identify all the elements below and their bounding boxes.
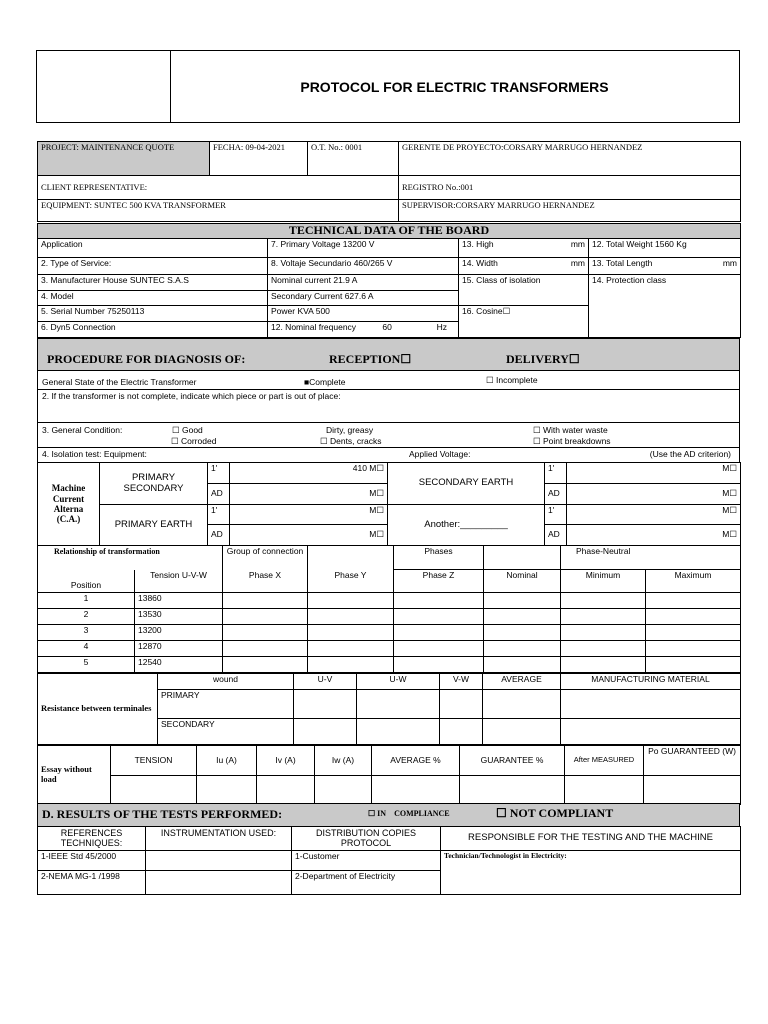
minimum-label: Minimum: [561, 570, 646, 593]
phase-neutral-label: Phase-Neutral: [561, 546, 741, 570]
machine-label: Machine Current Alterna (C.A.): [38, 463, 100, 546]
tap-row: [38, 625, 741, 641]
type-service-field: 2. Type of Service:: [38, 258, 268, 275]
technical-table: [37, 223, 741, 338]
model-field: 4. Model: [38, 291, 268, 306]
tap-phase-z[interactable]: [394, 609, 484, 625]
distribution-label: DISTRIBUTION COPIES PROTOCOL: [292, 827, 441, 851]
r-s-uv[interactable]: [294, 719, 357, 745]
nominal-current-field: Nominal current 21.9 A: [268, 275, 459, 291]
tap-row: [38, 609, 741, 625]
high-field: 13. High mm: [459, 239, 589, 258]
nl-avg[interactable]: [372, 776, 460, 805]
application-field: Application: [38, 239, 268, 258]
pe-1min-value[interactable]: M☐: [230, 505, 388, 525]
reception-checkbox[interactable]: RECEPTION☐: [329, 352, 412, 366]
tap-phase-x[interactable]: [223, 657, 308, 673]
vw-label: V-W: [440, 674, 483, 690]
r-p-uw[interactable]: [357, 690, 440, 719]
primary-earth-label: PRIMARY EARTH: [100, 505, 208, 546]
an-ad-label: AD: [545, 525, 567, 546]
tap-position: 5: [38, 657, 135, 673]
r-p-avg[interactable]: [483, 690, 561, 719]
results-table: [37, 826, 741, 895]
se-1min-value[interactable]: M☐: [567, 463, 741, 484]
resistance-table: [37, 673, 741, 745]
tap-position: 1: [38, 593, 135, 609]
general-state-row: [37, 370, 740, 390]
tap-phase-z[interactable]: [394, 593, 484, 609]
in-compliance-checkbox[interactable]: ☐ IN COMPLIANCE: [368, 809, 450, 818]
uv-label: U-V: [294, 674, 357, 690]
tap-maximum[interactable]: [646, 625, 741, 641]
se-ad-label: AD: [545, 484, 567, 505]
r-p-vw[interactable]: [440, 690, 483, 719]
reference-2: 2-NEMA MG-1 /1998: [38, 871, 146, 895]
tap-phase-x[interactable]: [223, 641, 308, 657]
nl-po[interactable]: [644, 776, 741, 805]
power-field: Power KVA 500: [268, 306, 459, 322]
an-ad-value[interactable]: M☐: [567, 525, 741, 546]
references-label: REFERENCES TECHNIQUES:: [38, 827, 146, 851]
client-field: CLIENT REPRESENTATIVE:: [38, 176, 399, 200]
tap-tension[interactable]: 12870: [135, 641, 223, 657]
water-checkbox[interactable]: ☐ With water waste: [533, 425, 608, 435]
distribution-2: 2-Department of Electricity: [292, 871, 441, 895]
registro-field: REGISTRO No.:001: [399, 176, 741, 200]
resistance-label: Resistance between terminales: [38, 674, 158, 745]
tap-maximum[interactable]: [646, 657, 741, 673]
ps-1min-value[interactable]: 410 M☐: [230, 463, 388, 484]
document-title: PROTOCOL FOR ELECTRIC TRANSFORMERS: [300, 79, 609, 95]
average-label: AVERAGE: [483, 674, 561, 690]
tap-phase-y[interactable]: [308, 625, 394, 641]
r-s-uw[interactable]: [357, 719, 440, 745]
tap-phase-y[interactable]: [308, 609, 394, 625]
responsible-label: RESPONSIBLE FOR THE TESTING AND THE MACHINE: [441, 827, 741, 851]
tap-minimum[interactable]: [561, 609, 646, 625]
tap-nominal[interactable]: [484, 625, 561, 641]
tap-position: 2: [38, 609, 135, 625]
noload-table: [37, 745, 741, 805]
procedure-heading: [37, 338, 740, 371]
nl-tension[interactable]: [111, 776, 197, 805]
an-1min-label: 1': [545, 505, 567, 525]
iw-label: Iw (A): [315, 746, 372, 776]
results-heading: [37, 803, 740, 827]
nl-guarantee[interactable]: [460, 776, 565, 805]
tap-minimum[interactable]: [561, 625, 646, 641]
r-p-uv[interactable]: [294, 690, 357, 719]
tap-tension[interactable]: 13200: [135, 625, 223, 641]
uw-label: U-W: [357, 674, 440, 690]
nominal-label: Nominal: [484, 570, 561, 593]
tap-nominal[interactable]: [484, 657, 561, 673]
nl-iw[interactable]: [315, 776, 372, 805]
secondary-label: SECONDARY: [158, 719, 294, 745]
se-ad-value[interactable]: M☐: [567, 484, 741, 505]
pe-ad-value[interactable]: M☐: [230, 525, 388, 546]
tap-position: 3: [38, 625, 135, 641]
an-1min-value[interactable]: M☐: [567, 505, 741, 525]
ot-field: O.T. No.: 0001: [308, 142, 399, 176]
tap-maximum[interactable]: [646, 593, 741, 609]
tap-phase-y[interactable]: [308, 641, 394, 657]
ps-1min-label: 1': [208, 463, 230, 484]
supervisor-field: SUPERVISOR:CORSARY MARRUGO HERNANDEZ: [399, 200, 741, 222]
isolation-test-row: [37, 447, 740, 463]
tap-phase-x[interactable]: [223, 609, 308, 625]
secondary-current-field: Secondary Current 627.6 A: [268, 291, 459, 306]
general-state-label: General State of the Electric Transformer: [42, 377, 197, 387]
noload-average-label: AVERAGE %: [372, 746, 460, 776]
phase-y-label: Phase Y: [308, 570, 394, 593]
corroded-checkbox[interactable]: ☐ Corroded: [171, 436, 217, 446]
nominal-frequency-field: 12. Nominal frequency 60 Hz: [268, 322, 459, 338]
se-1min-label: 1': [545, 463, 567, 484]
maximum-label: Maximum: [646, 570, 741, 593]
point-checkbox[interactable]: ☐ Point breakdowns: [533, 436, 611, 446]
tap-nominal[interactable]: [484, 641, 561, 657]
manufacturer-field: 3. Manufacturer House SUNTEC S.A.S: [38, 275, 268, 291]
protection-class-field: 14. Protection class: [589, 275, 741, 338]
po-guaranteed-label: Po GUARANTEED (W): [644, 746, 741, 776]
procedure-label: PROCEDURE FOR DIAGNOSIS OF:: [47, 352, 246, 366]
header-table: [37, 141, 741, 222]
equipment-field: EQUIPMENT: SUNTEC 500 KVA TRANSFORMER: [38, 200, 399, 222]
tap-minimum[interactable]: [561, 593, 646, 609]
primary-voltage-field: 7. Primary Voltage 13200 V: [268, 239, 459, 258]
reference-1: 1-IEEE Std 45/2000: [38, 851, 146, 871]
tap-tension[interactable]: 13530: [135, 609, 223, 625]
complete-checkbox[interactable]: ■Complete: [304, 377, 346, 387]
incomplete-checkbox[interactable]: ☐ Incomplete: [486, 375, 538, 385]
insulation-table: [37, 462, 741, 546]
not-compliant-checkbox[interactable]: ☐ NOT COMPLIANT: [496, 806, 614, 820]
tap-row: [38, 641, 741, 657]
tap-nominal[interactable]: [484, 609, 561, 625]
ps-ad-label: AD: [208, 484, 230, 505]
general-condition-row: [37, 422, 740, 448]
secondary-earth-label: SECONDARY EARTH: [388, 463, 545, 505]
tap-nominal[interactable]: [484, 593, 561, 609]
technician-label: Technician/Technologist in Electricity:: [441, 851, 741, 895]
position-label: Position: [38, 570, 135, 593]
wound-label: wound: [158, 674, 294, 690]
logo-area: [37, 51, 171, 122]
tap-position: 4: [38, 641, 135, 657]
secondary-voltage-field: 8. Voltaje Secundario 460/265 V: [268, 258, 459, 275]
instrument-1[interactable]: [146, 851, 292, 871]
primary-label: PRIMARY: [158, 690, 294, 719]
connection-field: 6. Dyn5 Connection: [38, 322, 268, 338]
tap-phase-x[interactable]: [223, 625, 308, 641]
r-s-material[interactable]: [561, 719, 741, 745]
total-weight-field: 12. Total Weight 1560 Kg: [589, 239, 741, 258]
tap-phase-y[interactable]: [308, 593, 394, 609]
incomplete-note: 2. If the transformer is not complete, indicate which piece or part is out of place:: [42, 391, 341, 401]
another-label[interactable]: Another:_________: [388, 505, 545, 546]
tension-label: Tension U-V-W: [135, 570, 223, 593]
pe-1min-label: 1': [208, 505, 230, 525]
nl-iv[interactable]: [257, 776, 315, 805]
applied-voltage-label: Applied Voltage:: [409, 449, 471, 459]
results-label: D. RESULTS OF THE TESTS PERFORMED:: [42, 807, 283, 821]
serial-field: 5. Serial Number 75250113: [38, 306, 268, 322]
tap-minimum[interactable]: [561, 641, 646, 657]
r-s-avg[interactable]: [483, 719, 561, 745]
good-checkbox[interactable]: ☐ Good: [172, 425, 203, 435]
tap-tension[interactable]: 13860: [135, 593, 223, 609]
tap-maximum[interactable]: [646, 641, 741, 657]
relationship-label: Relationship of transformation: [38, 546, 223, 570]
iv-label: Iv (A): [257, 746, 315, 776]
tap-phase-z[interactable]: [394, 625, 484, 641]
tap-tension[interactable]: 12540: [135, 657, 223, 673]
material-label: MANUFACTURING MATERIAL: [561, 674, 741, 690]
after-measured-label: After MEASURED: [565, 746, 644, 776]
fecha-field: FECHA: 09-04-2021: [210, 142, 308, 176]
guarantee-label: GUARANTEE %: [460, 746, 565, 776]
gerente-field: GERENTE DE PROYECTO:CORSARY MARRUGO HERNANDEZ: [399, 142, 741, 176]
group-connection-label: Group of connection: [223, 546, 308, 570]
general-condition-label: 3. General Condition:: [42, 425, 123, 435]
ps-ad-value[interactable]: M☐: [230, 484, 388, 505]
group-connection-value[interactable]: [308, 546, 394, 570]
tap-phase-x[interactable]: [223, 593, 308, 609]
transformation-table: [37, 545, 741, 673]
dents-checkbox[interactable]: ☐ Dents, cracks: [320, 436, 382, 446]
class-isolation-field: 15. Class of isolation: [459, 275, 589, 306]
tap-row: [38, 593, 741, 609]
tap-phase-z[interactable]: [394, 657, 484, 673]
title-block: [36, 50, 740, 123]
tap-minimum[interactable]: [561, 657, 646, 673]
nl-iu[interactable]: [197, 776, 257, 805]
noload-label: Essay without load: [38, 746, 111, 805]
nl-after[interactable]: [565, 776, 644, 805]
project-field: PROJECT: MAINTENANCE QUOTE: [38, 142, 210, 176]
tap-row: [38, 657, 741, 673]
instrumentation-label: INSTRUMENTATION USED:: [146, 827, 292, 851]
pe-ad-label: AD: [208, 525, 230, 546]
phases-label: Phases: [394, 546, 484, 570]
dirty-checkbox[interactable]: Dirty, greasy: [326, 425, 374, 435]
phase-z-label: Phase Z: [394, 570, 484, 593]
tension-col-label: TENSION: [111, 746, 197, 776]
technical-heading: TECHNICAL DATA OF THE BOARD: [38, 224, 741, 239]
isolation-test-label: 4. Isolation test: Equipment:: [42, 449, 147, 459]
r-s-vw[interactable]: [440, 719, 483, 745]
phases-spacer: [484, 546, 561, 570]
delivery-checkbox[interactable]: DELIVERY☐: [506, 352, 580, 366]
tap-phase-y[interactable]: [308, 657, 394, 673]
ad-criterion-label: (Use the AD criterion): [649, 449, 731, 459]
instrument-2[interactable]: [146, 871, 292, 895]
cosine-field: 16. Cosine☐: [459, 306, 589, 338]
distribution-1: 1-Customer: [292, 851, 441, 871]
tap-phase-z[interactable]: [394, 641, 484, 657]
width-field: 14. Width mm: [459, 258, 589, 275]
incomplete-row: [37, 389, 740, 423]
tap-maximum[interactable]: [646, 609, 741, 625]
r-p-material[interactable]: [561, 690, 741, 719]
total-length-field: 13. Total Length mm: [589, 258, 741, 275]
iu-label: Iu (A): [197, 746, 257, 776]
phase-x-label: Phase X: [223, 570, 308, 593]
primary-secondary-label: PRIMARY SECONDARY: [100, 463, 208, 505]
